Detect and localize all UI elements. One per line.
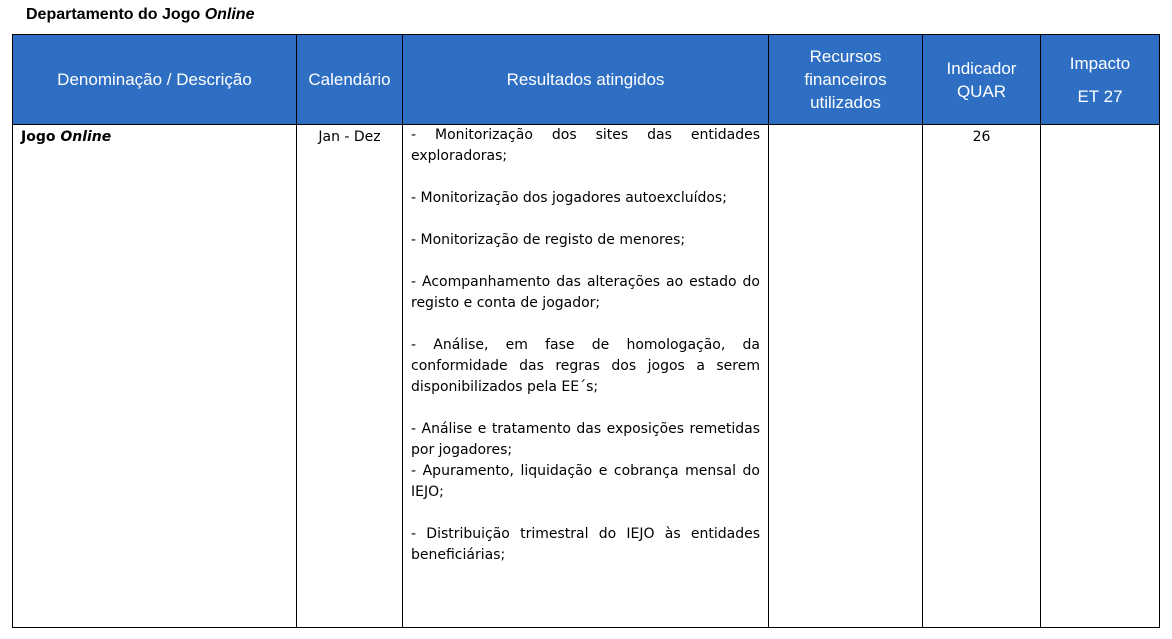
- table-row: [13, 125, 1160, 628]
- header-indicador: Indicador QUAR: [923, 35, 1041, 125]
- result-item: - Análise e tratamento das exposições remetidas por jogadores;: [411, 421, 760, 458]
- table-header-row: [13, 35, 1160, 125]
- row-name-italic: Online: [60, 129, 112, 145]
- department-title-italic: Online: [204, 6, 255, 23]
- activities-table: [12, 34, 1160, 628]
- result-item: - Monitorização dos jogadores autoexcluídos;: [411, 190, 727, 206]
- result-item: - Acompanhamento das alterações ao estado do registo e conta de jogador;: [411, 274, 760, 311]
- cell-calendario: Jan - Dez: [297, 125, 403, 628]
- department-title: [26, 6, 254, 24]
- header-impacto-line2: ET 27: [1077, 86, 1123, 106]
- result-item: - Análise, em fase de homologação, da conformidade das regras dos jogos a serem disponibilizados pela EE´s;: [411, 337, 760, 395]
- header-resultados: Resultados atingidos: [403, 35, 769, 125]
- cell-denominacao: [13, 125, 297, 628]
- result-item: - Monitorização dos sites das entidades exploradoras;: [411, 127, 760, 164]
- cell-indicador: 26: [923, 125, 1041, 628]
- department-title-text: Departamento do Jogo: [26, 6, 205, 23]
- header-impacto: [1041, 35, 1160, 125]
- result-item: - Monitorização de registo de menores;: [411, 232, 686, 248]
- header-calendario: Calendário: [297, 35, 403, 125]
- result-item: - Apuramento, liquidação e cobrança mensal do IEJO;: [411, 463, 760, 500]
- cell-resultados: [403, 125, 769, 628]
- cell-recursos: [769, 125, 923, 628]
- header-recursos: Recursos financeiros utilizados: [769, 35, 923, 125]
- header-denominacao: Denominação / Descrição: [13, 35, 297, 125]
- cell-impacto: [1041, 125, 1160, 628]
- result-item: - Distribuição trimestral do IEJO às entidades beneficiárias;: [411, 526, 760, 563]
- row-name-prefix: Jogo: [21, 129, 61, 145]
- header-impacto-line1: Impacto: [1069, 53, 1131, 73]
